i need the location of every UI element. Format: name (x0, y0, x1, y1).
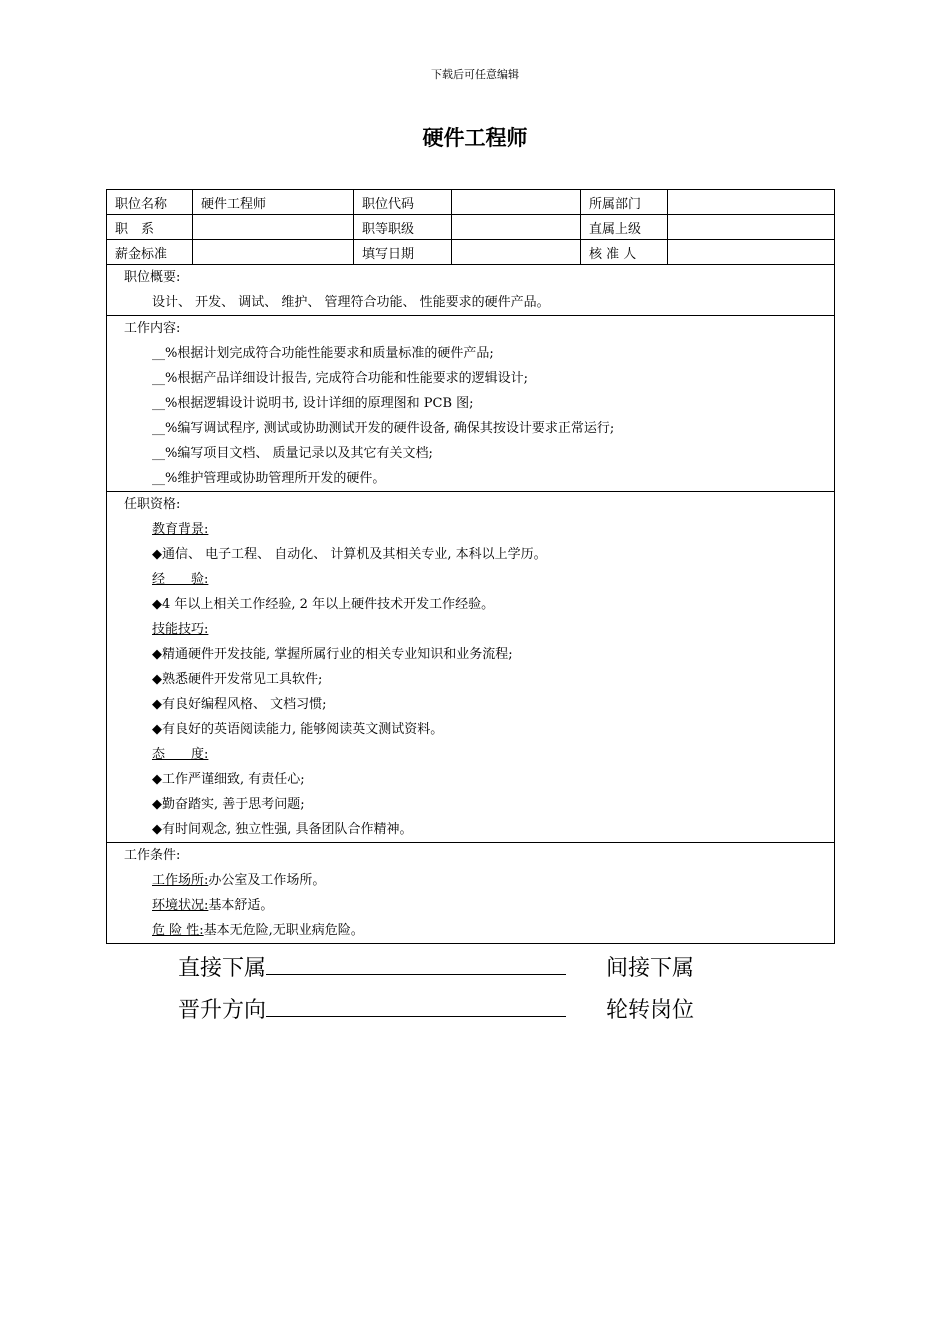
table-row (107, 190, 835, 215)
value-cell (193, 215, 354, 240)
label-cell: 职等职级 (354, 215, 452, 240)
attitude-item: ◆有时间观念, 独立性强, 具备团队合作精神。 (152, 822, 413, 837)
promotion-label: 晋升方向 (178, 998, 267, 1023)
conditions-section (107, 843, 835, 944)
label-cell: 核 准 人 (581, 240, 668, 265)
rotation-label: 轮转岗位 (606, 998, 695, 1023)
label-cell: 职位名称 (107, 190, 193, 215)
value-cell (668, 190, 835, 215)
skill-item: ◆有良好的英语阅读能力, 能够阅读英文测试资料。 (152, 722, 444, 737)
attitude-label: 态 度: (152, 747, 209, 762)
duty-item: __%编写调试程序, 测试或协助测试开发的硬件设备, 确保其按设计要求正常运行; (152, 421, 615, 436)
overview-heading: 职位概要: (124, 270, 181, 285)
career-row (178, 993, 695, 1024)
overview-section (107, 265, 835, 316)
value-cell (193, 240, 354, 265)
attitude-item: ◆勤奋踏实, 善于思考问题; (152, 797, 305, 812)
skill-item: ◆熟悉硬件开发常见工具软件; (152, 672, 323, 687)
duty-item: __%根据计划完成符合功能性能要求和质量标准的硬件产品; (152, 346, 494, 361)
table-row (107, 240, 835, 265)
label-cell: 所属部门 (581, 190, 668, 215)
experience-text: ◆4 年以上相关工作经验, 2 年以上硬件技术开发工作经验。 (152, 597, 495, 612)
label-cell: 职 系 (107, 215, 193, 240)
label-cell: 直属上级 (581, 215, 668, 240)
value-cell: 硬件工程师 (193, 190, 354, 215)
education-text: ◆通信、 电子工程、 自动化、 计算机及其相关专业, 本科以上学历。 (152, 547, 547, 562)
skill-item: ◆精通硬件开发技能, 掌握所属行业的相关专业知识和业务流程; (152, 647, 513, 662)
label-cell: 薪金标准 (107, 240, 193, 265)
risk-label: 危 险 性: (152, 923, 204, 938)
place-text: 办公室及工作场所。 (208, 873, 326, 888)
conditions-heading: 工作条件: (124, 848, 181, 863)
duties-section (107, 316, 835, 492)
overview-text: 设计、 开发、 调试、 维护、 管理符合功能、 性能要求的硬件产品。 (152, 295, 550, 310)
value-cell (452, 215, 581, 240)
duty-item: __%维护管理或协助管理所开发的硬件。 (152, 471, 386, 486)
label-cell: 填写日期 (354, 240, 452, 265)
duties-heading: 工作内容: (124, 321, 181, 336)
experience-label: 经 验: (152, 572, 209, 587)
qualifications-heading: 任职资格: (124, 497, 181, 512)
duty-item: __%编写项目文档、 质量记录以及其它有关文档; (152, 446, 433, 461)
table-row (107, 215, 835, 240)
header-note: 下载后可任意编辑 (431, 68, 519, 81)
skill-item: ◆有良好编程风格、 文档习惯; (152, 697, 327, 712)
attitude-item: ◆工作严谨细致, 有责任心; (152, 772, 305, 787)
risk-text: 基本无危险,无职业病危险。 (203, 923, 364, 938)
duty-item: __%根据产品详细设计报告, 完成符合功能和性能要求的逻辑设计; (152, 371, 528, 386)
skills-label: 技能技巧: (152, 622, 209, 637)
indirect-subordinate-label: 间接下属 (606, 956, 695, 981)
direct-subordinate-label: 直接下属 (178, 956, 267, 981)
subordinates-row (178, 951, 695, 982)
promotion-blank (266, 994, 566, 1017)
place-label: 工作场所: (152, 873, 209, 888)
environment-text: 基本舒适。 (208, 898, 274, 913)
value-cell (668, 240, 835, 265)
direct-subordinate-blank (266, 952, 566, 975)
value-cell (452, 190, 581, 215)
education-label: 教育背景: (152, 522, 209, 537)
environment-label: 环境状况: (152, 898, 209, 913)
qualifications-section (107, 492, 835, 843)
job-description-table (106, 189, 835, 944)
label-cell: 职位代码 (354, 190, 452, 215)
value-cell (668, 215, 835, 240)
document-title: 硬件工程师 (422, 126, 528, 150)
value-cell (452, 240, 581, 265)
duty-item: __%根据逻辑设计说明书, 设计详细的原理图和 PCB 图; (152, 396, 474, 411)
